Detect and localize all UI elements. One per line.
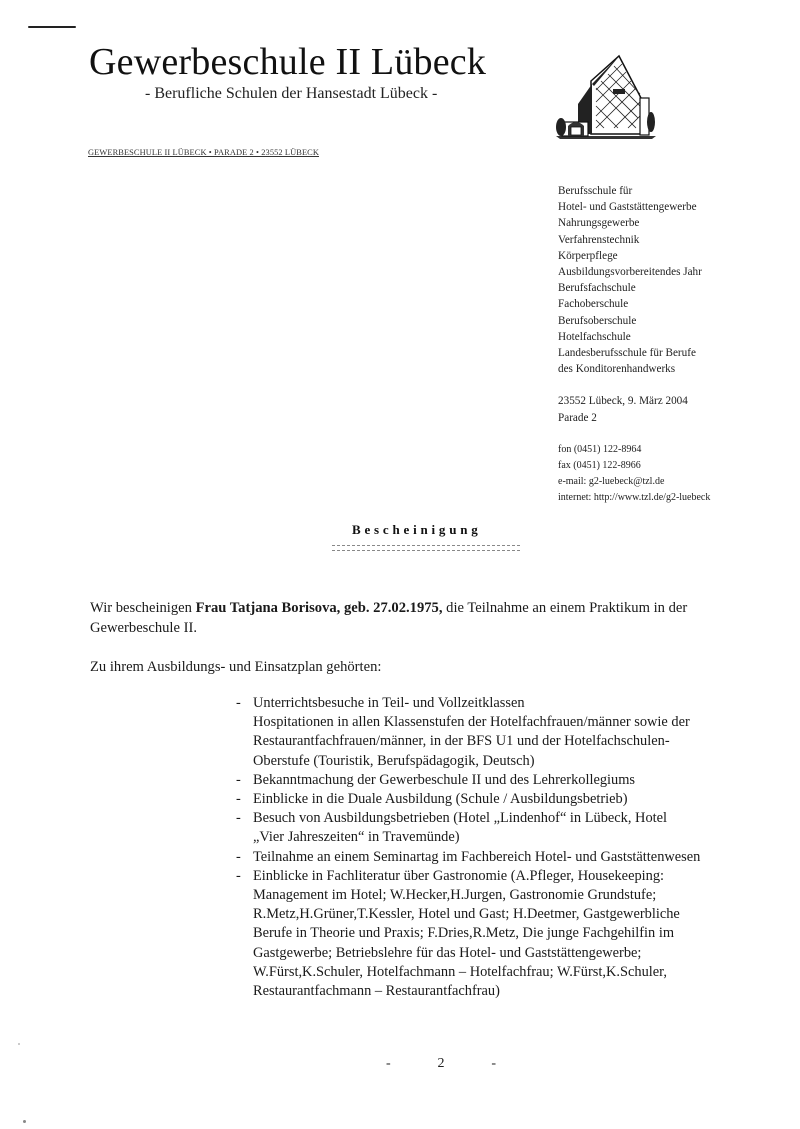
bullet-dash: - bbox=[236, 848, 241, 865]
list-item-line: Besuch von Ausbildungsbetrieben (Hotel „Lindenhof“ in Lübeck, Hotel bbox=[253, 810, 668, 827]
list-item-line: R.Metz,H.Grüner,T.Kessler, Hotel und Gast; H.Deetmer, Gastgewerbliche bbox=[253, 906, 680, 923]
list-item-line: Hospitationen in allen Klassenstufen der Hotelfachfrauen/männer sowie der bbox=[253, 714, 690, 731]
email-address: e-mail: g2-luebeck@tzl.de bbox=[558, 476, 665, 488]
intro-line-2: Gewerbeschule II. bbox=[90, 620, 197, 636]
department-line: Ausbildungsvorbereitendes Jahr bbox=[558, 266, 702, 279]
list-item-line: Gastgewerbe; Betriebslehre für das Hotel- und Gaststättengewerbe; bbox=[253, 944, 642, 961]
title-underline bbox=[332, 545, 520, 551]
bullet-dash: - bbox=[236, 791, 241, 808]
list-item-line: Einblicke in Fachliteratur über Gastronomie (A.Pfleger, Housekeeping: bbox=[253, 867, 665, 884]
bullet-dash: - bbox=[236, 810, 241, 827]
fax-number: fax (0451) 122-8966 bbox=[558, 460, 641, 472]
list-item-line: Berufe in Theorie und Praxis; F.Dries,R.Metz, Die junge Fachgehilfin im bbox=[253, 925, 675, 942]
document-title: Bescheinigung bbox=[352, 522, 482, 537]
department-line: Berufsschule für bbox=[558, 185, 633, 197]
list-item-line: Bekanntmachung der Gewerbeschule II und des Lehrerkollegiums bbox=[253, 771, 636, 788]
department-line: Nahrungsgewerbe bbox=[558, 217, 640, 230]
scan-speck bbox=[23, 1120, 26, 1123]
list-item-line: „Vier Jahreszeiten“ in Travemünde) bbox=[253, 829, 460, 846]
page-footer bbox=[386, 1056, 496, 1072]
school-name: Gewerbeschule II Lübeck bbox=[89, 41, 487, 83]
list-item-line: Restaurantfachmann – Restaurantfachfrau) bbox=[253, 983, 500, 1000]
department-line: Körperpflege bbox=[558, 249, 618, 262]
scan-mark bbox=[28, 26, 76, 28]
footer-dash-right: - bbox=[491, 1056, 496, 1071]
activity-list bbox=[236, 694, 796, 1001]
school-subtitle: - Berufliche Schulen der Hansestadt Lübeck - bbox=[145, 85, 438, 102]
department-line: des Konditorenhandwerks bbox=[558, 363, 676, 376]
place-date: 23552 Lübeck, 9. März 2004 bbox=[558, 395, 688, 408]
phone-number: fon (0451) 122-8964 bbox=[558, 443, 642, 455]
list-item bbox=[236, 790, 796, 809]
list-item-line: Unterrichtsbesuche in Teil- und Vollzeitklassen bbox=[253, 695, 525, 711]
sidebar-info bbox=[558, 183, 710, 507]
sender-address-line: GEWERBESCHULE II LÜBECK • PARADE 2 • 23552 LÜBECK bbox=[88, 148, 319, 157]
intro-suffix: die Teilnahme an einem Praktikum in der bbox=[442, 600, 688, 616]
footer-dash-left: - bbox=[386, 1056, 391, 1071]
list-item-line: Restaurantfachfrauen/männer, in der BFS U1 und der Hotelfachschulen- bbox=[253, 733, 670, 750]
list-item bbox=[236, 867, 796, 1001]
intro-paragraph bbox=[90, 598, 780, 638]
list-item-line: Teilnahme an einem Seminartag im Fachbereich Hotel- und Gaststättenwesen bbox=[253, 848, 701, 865]
scan-speck bbox=[18, 1043, 20, 1045]
list-item bbox=[236, 771, 796, 790]
department-line: Berufsfachschule bbox=[558, 282, 636, 295]
department-line: Hotel- und Gaststättengewerbe bbox=[558, 201, 697, 214]
page-number: 2 bbox=[437, 1056, 445, 1071]
list-item-line: Einblicke in die Duale Ausbildung (Schule / Ausbildungsbetrieb) bbox=[253, 791, 628, 808]
intro-prefix: Wir bescheinigen bbox=[90, 600, 196, 616]
list-item-line: Oberstufe (Touristik, Berufspädagogik, Deutsch) bbox=[253, 752, 535, 769]
list-item-line: W.Fürst,K.Schuler, Hotelfachmann – Hotelfachfrau; W.Fürst,K.Schuler, bbox=[253, 963, 667, 980]
list-item bbox=[236, 694, 796, 771]
street-address: Parade 2 bbox=[558, 411, 597, 424]
intern-name-dob: Frau Tatjana Borisova, geb. 27.02.1975, bbox=[195, 600, 443, 616]
school-building-icon bbox=[556, 26, 656, 146]
department-line: Verfahrenstechnik bbox=[558, 233, 640, 246]
bullet-dash: - bbox=[236, 867, 241, 884]
list-item bbox=[236, 848, 796, 867]
bullet-dash: - bbox=[236, 771, 241, 788]
list-item-line: Management im Hotel; W.Hecker,H.Jurgen, Gastronomie Grundstufe; bbox=[253, 887, 657, 904]
department-line: Berufsoberschule bbox=[558, 314, 637, 327]
department-line: Landesberufsschule für Berufe bbox=[558, 347, 696, 360]
department-line: Hotelfachschule bbox=[558, 330, 631, 343]
plan-heading: Zu ihrem Ausbildungs- und Einsatzplan gehörten: bbox=[90, 659, 382, 675]
website-address: internet: http://www.tzl.de/g2-luebeck bbox=[558, 492, 711, 504]
list-item bbox=[236, 809, 796, 847]
bullet-dash: - bbox=[236, 695, 241, 711]
department-line: Fachoberschule bbox=[558, 298, 629, 311]
